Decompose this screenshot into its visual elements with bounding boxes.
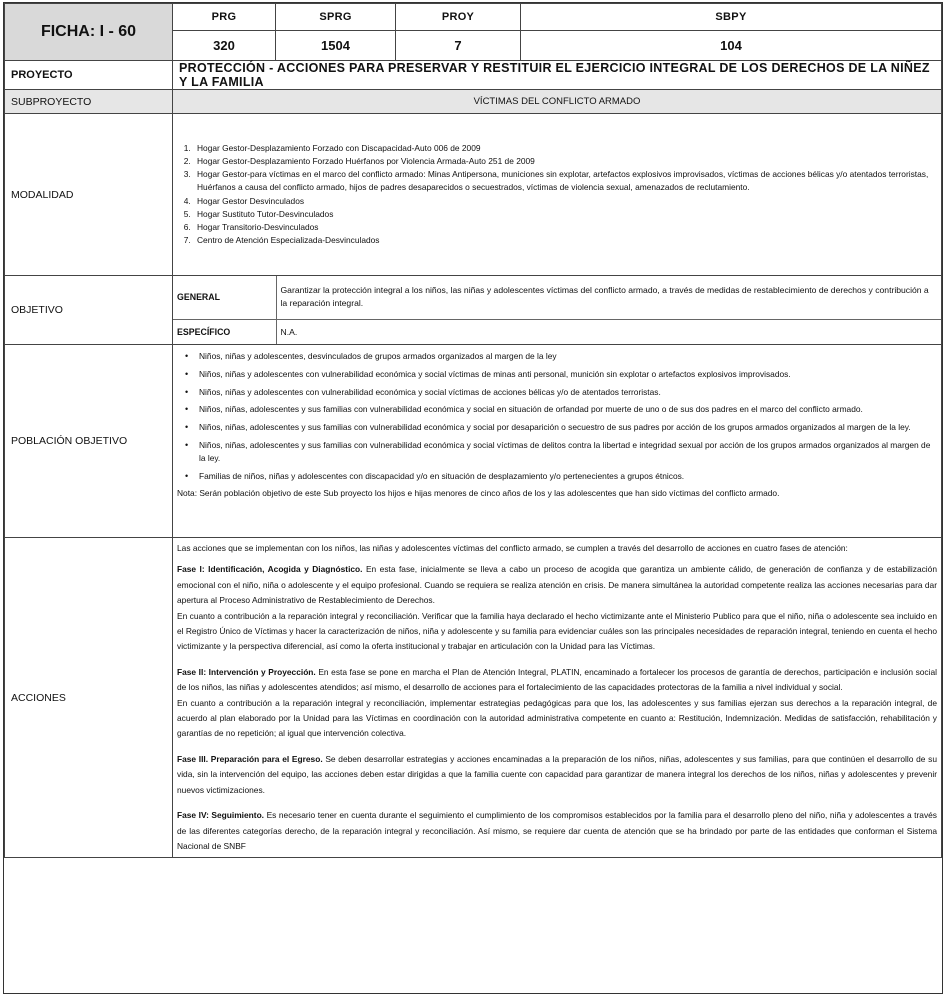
objetivo-especifico-label: ESPECÍFICO [173,319,276,344]
poblacion-item: • Niños, niñas y adolescentes con vulnerabilidad económica y social víctimas de acciones bélicas y/o de atentados terroristas. [191,386,937,399]
fase-1-title: Fase I: Identificación, Acogida y Diagnóstico. [177,564,363,575]
fase-4-text: Es necesario tener en cuenta durante el seguimiento el cumplimiento de los compromisos establecidos por la familia para el desarrollo pleno del niño, niña y adolescentes a través de las diferentes categorías derecho, de la reparación integral y reconciliación. Así mismo, se requiere dar cuenta de atención que se ha brindado por parte de las entidades que conforman el Sistema Nacional de SNBF [177,810,937,851]
fase-4 [177,808,937,854]
fase-3 [177,752,937,798]
col-sprg-header: SPRG [276,4,396,31]
fase-1-text: En esta fase, inicialmente se lleva a cabo un proceso de acogida que garantiza un ambiente cálido, de generación de confianza y de estabilización emocional con el niño, niña o adolescente y el equipo profesional. Cuando se requiera se realiza atención en crisis. De manera simultánea la autoridad competente realiza las acciones necesarias para dar apertura al Proceso Administrativo de Restablecimiento de Derechos. [177,564,937,606]
objetivo-content [173,276,942,345]
objetivo-label: OBJETIVO [5,276,173,345]
modalidad-list [177,142,937,248]
fase-1-reparacion: En cuanto a contribución a la reparación integral y reconciliación. Verificar que la familia haya declarado el hecho victimizante ante el Ministerio Publico para que el niño, niña o adolescente sea incluido en el Registro Único de Víctimas y hacer la caracterización de niños, niña y adolescente y su familia para evidenciar cuáles son las principales necesidades de reparación integral, teniendo en cuenta el hecho victimizante y la perspectiva diferencial, así como la oferta institucional y trabajar en articulación con la Unidad para las Víctimas. [177,610,937,652]
col-proy-header: PROY [396,4,521,31]
poblacion-item: • Niños, niñas, adolescentes y sus familias con vulnerabilidad económica y social víctimas de delitos contra la libertad e integridad sexual por acción de los grupos armados organizados al margen de la ley. [191,439,937,465]
proy-value: 7 [396,31,521,61]
proyecto-label: PROYECTO [5,61,173,90]
objetivo-table [173,276,941,344]
modalidad-item: 5. Hogar Sustituto Tutor-Desvinculados [193,208,937,221]
poblacion-nota: Nota: Serán población objetivo de este Sub proyecto los hijos e hijas menores de cinco años de los y las adolescentes que han sido víctimas del conflicto armado. [177,488,780,499]
subproyecto-label: SUBPROYECTO [5,90,173,114]
acciones-intro: Las acciones que se implementan con los niños, las niñas y adolescentes víctimas del conflicto armado, se cumplen a través del desarrollo de acciones en cuatro fases de atención: [177,543,848,553]
poblacion-item: • Niños, niñas y adolescentes, desvinculados de grupos armados organizados al margen de la ley [191,350,937,363]
fase-1 [177,562,937,608]
modalidad-content [173,114,942,276]
acciones-content [173,538,942,858]
objetivo-general-label: GENERAL [173,276,276,319]
modalidad-label: MODALIDAD [5,114,173,276]
poblacion-item: • Familias de niños, niñas y adolescentes con discapacidad y/o en situación de desplazamiento y/o pertenecientes a grupos étnicos. [191,470,937,483]
poblacion-item: • Niños, niñas, adolescentes y sus familias con vulnerabilidad económica y social en situación de orfandad por muerte de uno o de sus dos padres en el marco del conflicto armado. [191,403,937,416]
modalidad-item: 1. Hogar Gestor-Desplazamiento Forzado con Discapacidad-Auto 006 de 2009 [193,142,937,155]
col-prg-header: PRG [173,4,276,31]
ficha-table [4,3,942,858]
modalidad-item: 7. Centro de Atención Especializada-Desvinculados [193,234,937,247]
poblacion-item: • Niños, niñas y adolescentes con vulnerabilidad económica y social víctimas de minas anti personal, munición sin explotar o artefactos explosivos improvisados. [191,368,937,381]
poblacion-list [177,350,937,482]
modalidad-item: 2. Hogar Gestor-Desplazamiento Forzado Huérfanos por Violencia Armada-Auto 251 de 2009 [193,155,937,168]
fase-2 [177,665,937,696]
objetivo-especifico-text: N.A. [276,319,941,344]
fase-3-title: Fase III. Preparación para el Egreso. [177,753,323,764]
fase-2-text: En esta fase se pone en marcha el Plan de Atención Integral, PLATIN, encaminado a fortalecer los procesos de garantía de derechos, participación e inclusión social de los niños, las niñas y adolescentes atendidos; así mismo, el desarrollo de acciones para el fortalecimiento de las capacidades protectoras de la familia a nivel individual y social. [177,666,937,693]
modalidad-item: 3. Hogar Gestor-para víctimas en el marco del conflicto armado: Minas Antipersona, municiones sin explotar, artefactos explosivos improvisados, víctimas de acciones bélicas y/o atentados terroristas, Huérfanos a causa del conflicto armado, hijos de padres desaparecidos o secuestrados, víctimas de violencia sexual, amenazados de reclutamiento. [193,168,937,194]
sprg-value: 1504 [276,31,396,61]
modalidad-item: 6. Hogar Transitorio-Desvinculados [193,221,937,234]
fase-2-title: Fase II: Intervención y Proyección. [177,666,316,677]
fase-4-title: Fase IV: Seguimiento. [177,810,265,821]
sbpy-value: 104 [521,31,942,61]
ficha-code: FICHA: I - 60 [5,4,173,61]
poblacion-item: • Niños, niñas, adolescentes y sus familias con vulnerabilidad económica y social por desaparición o secuestro de sus padres por acción de los grupos armados organizados al margen de la ley. [191,421,937,434]
fase-2-reparacion: En cuanto a contribución a la reparación integral y reconciliación, implementar estrategias pedagógicas para que los, las adolescentes y sus familias ejerzan sus derechos a la reparación integral, de acuerdo al plan elaborado por la Unidad para las Víctimas en coordinación con la autoridad administrativa competente en cuanto a: Restitución, Indemnización. Medidas de satisfacción, rehabilitación y garantías de no repetición; al igual que intervención colectiva. [177,697,937,739]
proyecto-value: PROTECCIÓN - ACCIONES PARA PRESERVAR Y RESTITUIR EL EJERCICIO INTEGRAL DE LOS DERECHOS DE LA NIÑEZ Y LA FAMILIA [173,61,942,90]
modalidad-item: 4. Hogar Gestor Desvinculados [193,195,937,208]
ficha-document [3,2,943,994]
fase-3-text: Se deben desarrollar estrategias y acciones encaminadas a la preparación de los niños, niñas, adolescentes y sus familias, para que continúen el desarrollo de su vida, sin la intervención del equipo, las acciones deben estar dirigidas a que la familia cuente con capacidad para garantizar de manera integral los derechos de los niños, niñas y adolescentes y prevenir nuevos victimizaciones. [177,753,937,795]
subproyecto-value: VÍCTIMAS DEL CONFLICTO ARMADO [173,90,942,114]
acciones-label: ACCIONES [5,538,173,858]
objetivo-general-text: Garantizar la protección integral a los niños, las niñas y adolescentes víctimas del conflicto armado, a través de medidas de restablecimiento de derechos y contribución a la reparación integral. [276,276,941,319]
prg-value: 320 [173,31,276,61]
poblacion-label: POBLACIÓN OBJETIVO [5,345,173,538]
col-sbpy-header: SBPY [521,4,942,31]
poblacion-content [173,345,942,538]
